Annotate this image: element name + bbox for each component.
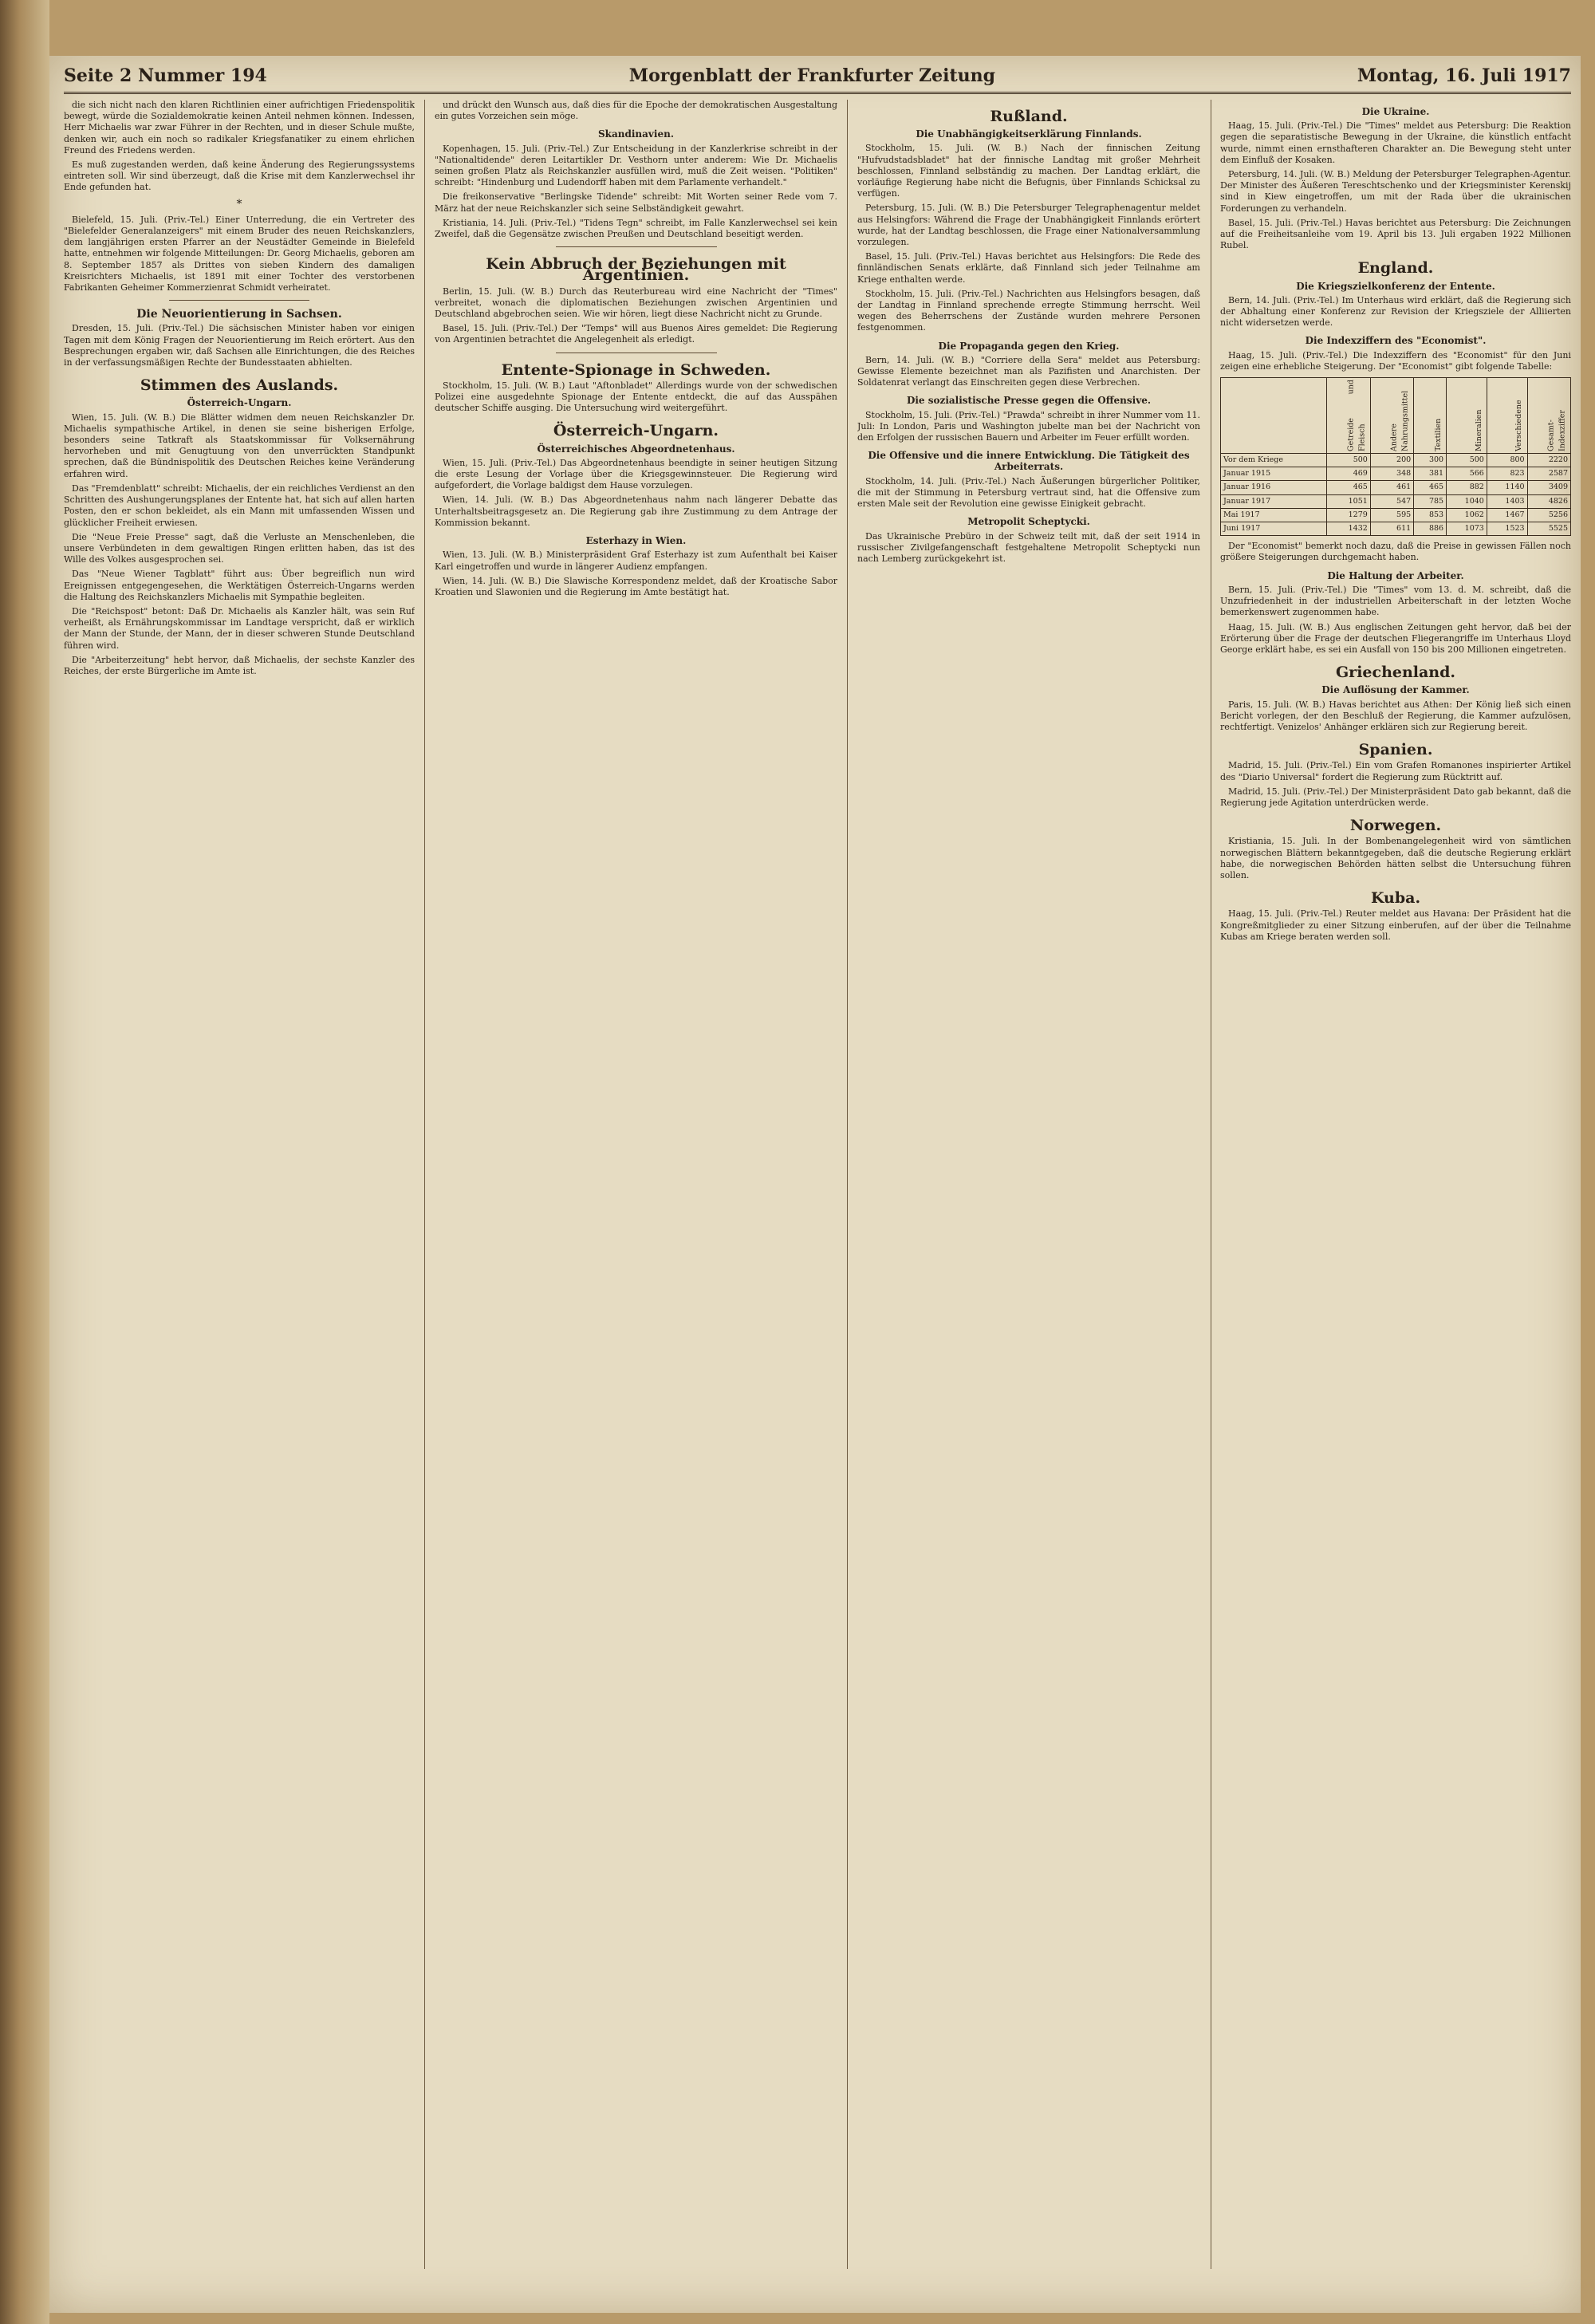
table-cell: Vor dem Kriege [1221, 454, 1327, 467]
article-paragraph: die sich nicht nach den klaren Richtlinien einer aufrichtigen Friedenspolitik bewegt, würde die Sozialdemokratie keinen Anteil nehmen können. Indessen, Herr Michaelis war zwar Führer in der Rechten, und in dieser Schule mußte, denken wir, auch ein noch so radikaler Kriegsfanatiker zu einem ehrlichen Freund des Friedens werden. [64, 100, 415, 156]
article-paragraph: Es muß zugestanden werden, daß keine Änderung des Regierungssystems eintreten soll. Wir sind überzeugt, daß die Krise mit dem Kanzlerwechsel ihr Ende gefunden hat. [64, 160, 415, 193]
article-paragraph: Petersburg, 14. Juli. (W. B.) Meldung der Petersburger Telegraphen-Agentur. Der Minister des Äußeren Tereschtschenko und der Kriegsminister Kerenskij sind in Kiew eingetroffen, um mit der Rada über die ukrainischen Forderungen zu verhandeln. [1220, 169, 1571, 214]
subsection-heading: Österreich-Ungarn. [187, 397, 292, 409]
table-cell: 348 [1370, 467, 1413, 481]
table-cell: 1523 [1487, 522, 1527, 536]
article-paragraph: Der "Economist" bemerkt noch dazu, daß die Preise in gewissen Fällen noch größere Steigerungen durchgemacht haben. [1220, 541, 1571, 563]
article-paragraph: Basel, 15. Juli. (Priv.-Tel.) Der "Temps" will aus Buenos Aires gemeldet: Die Regierung von Argentinien betrachtet die Angelegenheit als erledigt. [435, 323, 837, 345]
subsection-heading: Skandinavien. [598, 128, 674, 140]
table-cell: 1062 [1447, 508, 1487, 522]
table-cell: 611 [1370, 522, 1413, 536]
table-cell: 2220 [1527, 454, 1570, 467]
article-paragraph: Stockholm, 15. Juli. (W. B.) Nach der finnischen Zeitung "Hufvudstadsbladet" hat der finnische Landtag mit großer Mehrheit beschlossen, Finnland selbständig zu machen. Der Landtag erklärt, die vorläufige Regierung habe nicht die Befugnis, über Finnlands Schicksal zu verfügen. [857, 143, 1200, 199]
table-cell: 1279 [1327, 508, 1370, 522]
section-heading: Kein Abbruch der Beziehungen mit Argentinien. [486, 255, 786, 285]
article-paragraph: Bern, 14. Juli. (W. B.) "Corriere della Sera" meldet aus Petersburg: Gewisse Elemente bezeichnet man als Pazifisten und Anarchisten. Der Soldatenrat verlangt das Einschreiten gegen diese Verbrechen. [857, 354, 1200, 388]
table-cell: 1467 [1487, 508, 1527, 522]
article-paragraph: Wien, 13. Juli. (W. B.) Ministerpräsident Graf Esterhazy ist zum Aufenthalt bei Kaiser Karl eingetroffen und wurde in längerer Audienz empfangen. [435, 549, 837, 572]
table-cell: 465 [1327, 481, 1370, 494]
section-heading: Die Neuorientierung in Sachsen. [136, 308, 342, 321]
article-paragraph: Bern, 14. Juli. (Priv.-Tel.) Im Unterhaus wird erklärt, daß die Regierung sich der Abhaltung einer Konferenz zur Revision der Kriegsziele der Alliierten nicht widersetzen werde. [1220, 294, 1571, 329]
article-paragraph: Stockholm, 15. Juli. (Priv.-Tel.) "Prawda" schreibt in ihrer Nummer vom 11. Juli: In London, Paris und Washington jubelte man bei der Nachricht von den Erfolgen der russischen Bauern und Arbeiter im Feuer erfüllt worden. [857, 409, 1200, 443]
article-paragraph: Madrid, 15. Juli. (Priv.-Tel.) Ein vom Grafen Romanones inspirierter Artikel des "Diario Universal" fordert die Regierung zum Rücktritt auf. [1220, 760, 1571, 782]
article-paragraph: Die "Neue Freie Presse" sagt, daß die Verluste an Menschenleben, die unsere Verbündeten in dem gewaltigen Ringen erlitten haben, das ist des Wille des Volkes ausgesprochen sei. [64, 531, 415, 565]
table-cell: 1403 [1487, 494, 1527, 508]
subsection-heading: Die Propaganda gegen den Krieg. [938, 340, 1120, 352]
article-paragraph: Kristiania, 15. Juli. In der Bombenangelegenheit wird von sämtlichen norwegischen Blättern bekanntgegeben, daß die deutsche Regierung erklärt habe, die norwegischen Behörden hätten selbst die Untersuchung führen sollen. [1220, 836, 1571, 880]
subsection-heading: Die Kriegszielkonferenz der Entente. [1296, 280, 1495, 292]
article-paragraph: Kristiania, 14. Juli. (Priv.-Tel.) "Tidens Tegn" schreibt, im Falle Kanzlerwechsel sei kein Zweifel, daß die Gegensätze zwischen Preußen und Deutschland beseitigt werden. [435, 217, 837, 240]
section-heading: England. [1357, 259, 1434, 278]
column-3 [857, 100, 1200, 2269]
column-1 [64, 100, 415, 2269]
column-2 [435, 100, 837, 2269]
article-paragraph: Basel, 15. Juli. (Priv.-Tel.) Havas berichtet aus Helsingfors: Die Rede des finnländischen Senats erklärte, daß Finnland sich jeder Teilnahme am Kriege enthalten werde. [857, 251, 1200, 285]
article-paragraph: Haag, 15. Juli. (Priv.-Tel.) Die Indexziffern des "Economist" für den Juni zeigen eine erhebliche Steigerung. Der "Economist" gibt folgende Tabelle: [1220, 349, 1571, 372]
subsection-heading: Die Haltung der Arbeiter. [1327, 569, 1464, 581]
table-cell: 823 [1487, 467, 1527, 481]
table-cell: 800 [1487, 454, 1527, 467]
article-paragraph: und drückt den Wunsch aus, daß dies für die Epoche der demokratischen Ausgestaltung ein gutes Vorzeichen sein möge. [435, 100, 837, 122]
column-rule [424, 100, 425, 2269]
table-cell: Januar 1917 [1221, 494, 1327, 508]
table-cell: 5525 [1527, 522, 1570, 536]
table-cell: 200 [1370, 454, 1413, 467]
article-paragraph: Haag, 15. Juli. (Priv.-Tel.) Reuter meldet aus Havana: Der Präsident hat die Kongreßmitglieder zu einer Sitzung einberufen, auf der über die Teilnahme Kubas am Kriege beraten werden soll. [1220, 908, 1571, 942]
separator-asterisk: * [236, 197, 242, 211]
table-row [1221, 454, 1571, 467]
table-cell: 300 [1414, 454, 1447, 467]
section-heading: Spanien. [1358, 741, 1433, 759]
table-cell: Mai 1917 [1221, 508, 1327, 522]
table-cell: 5256 [1527, 508, 1570, 522]
table-row [1221, 481, 1571, 494]
table-cell: 566 [1447, 467, 1487, 481]
section-heading: Österreich-Ungarn. [553, 422, 719, 440]
table-header: Mineralien [1447, 378, 1487, 454]
subsection-heading: Die Unabhängigkeitserklärung Finnlands. [916, 128, 1142, 140]
table-cell: 465 [1414, 481, 1447, 494]
article-paragraph: Wien, 15. Juli. (Priv.-Tel.) Das Abgeordnetenhaus beendigte in seiner heutigen Sitzung die erste Lesung der Vorlage über die Kriegsgewinnsteuer. Die Regierung wird aufgefordert, die Vorlage baldigst dem Hause vorzulegen. [435, 457, 837, 491]
article-paragraph: Kopenhagen, 15. Juli. (Priv.-Tel.) Zur Entscheidung in der Kanzlerkrise schreibt in der "Nationaltidende" deren Leitartikler Dr. Vesthorn unter anderem: Wie Dr. Michaelis seinen großen Platz als Reichskanzler ausfüllen wird, muß die Zeit weisen. "Politiken" schreibt: "Hindenburg und Ludendorff haben mit dem Parlamente verhandelt." [435, 143, 837, 188]
table-cell: 500 [1447, 454, 1487, 467]
table-header: Andere Nahrungsmittel [1370, 378, 1413, 454]
subsection-heading: Die Ukraine. [1361, 106, 1430, 117]
table-cell: 886 [1414, 522, 1447, 536]
table-cell: 1432 [1327, 522, 1370, 536]
table-cell: 2587 [1527, 467, 1570, 481]
article-paragraph: Basel, 15. Juli. (Priv.-Tel.) Havas berichtet aus Petersburg: Die Zeichnungen auf die Freiheitsanleihe vom 19. April bis 13. Juli ergaben 1922 Millionen Rubel. [1220, 217, 1571, 251]
table-cell: 595 [1370, 508, 1413, 522]
table-cell: Juni 1917 [1221, 522, 1327, 536]
section-divider [169, 300, 309, 301]
article-paragraph: Bielefeld, 15. Juli. (Priv.-Tel.) Einer Unterredung, die ein Vertreter des "Bielefelder Generalanzeigers" mit einem Bruder des neuen Reichskanzlers, dem langjährigen ersten Pfarrer an der Neustädter Gemeinde in Bielefeld hatte, entnehmen wir folgende Mitteilungen: Dr. Georg Michaelis, geboren am 8. September 1857 als Drittes von sieben Kindern des damaligen Kreisrichters Michaelis, ist 1891 mit einer Tochter des verstorbenen Fabrikanten Geheimer Kommerzienrat Schmidt verheiratet. [64, 214, 415, 293]
table-cell: 785 [1414, 494, 1447, 508]
article-paragraph: Berlin, 15. Juli. (W. B.) Durch das Reuterbureau wird eine Nachricht der "Times" verbreitet, wonach die diplomatischen Beziehungen zwischen Argentinien und Deutschland abgebrochen seien. Wie wir hören, liegt diese Nachricht nicht zu Grunde. [435, 286, 837, 320]
article-paragraph: Wien, 14. Juli. (W. B.) Das Abgeordnetenhaus nahm nach längerer Debatte das Unterhaltsbeitragsgesetz an. Die Regierung gab ihre Zustimmung zu dem Antrage der Kommission bekannt. [435, 494, 837, 528]
section-heading: Kuba. [1370, 889, 1421, 908]
table-header: Getreide und Fleisch [1327, 378, 1370, 454]
table-row [1221, 494, 1571, 508]
subsection-heading: Metropolit Scheptycki. [967, 516, 1090, 528]
article-paragraph: Die "Arbeiterzeitung" hebt hervor, daß Michaelis, der sechste Kanzler des Reiches, der erste Bürgerliche im Amte ist. [64, 654, 415, 676]
article-paragraph: Petersburg, 15. Juli. (W. B.) Die Petersburger Telegraphenagentur meldet aus Helsingfors: Während die Frage der Unabhängigkeit Finnlands erörtert wurde, hat der Landtag beschlossen, die Frage einer Nationalversammlung vorzulegen. [857, 203, 1200, 248]
table-cell: 882 [1447, 481, 1487, 494]
article-paragraph: Wien, 15. Juli. (W. B.) Die Blätter widmen dem neuen Reichskanzler Dr. Michaelis sympathische Artikel, in denen sie seine bisherigen Erfolge, besonders seine Tatkraft als Staatskommissar für Volksernährung hervorheben und mit Genugtuung von den unverrückten Standpunkt sprechen, daß die Bündnispolitik des Deutschen Reiches keine Veränderung erfahren wird. [64, 412, 415, 479]
table-cell: Januar 1916 [1221, 481, 1327, 494]
table-row [1221, 522, 1571, 536]
article-paragraph: Bern, 15. Juli. (Priv.-Tel.) Die "Times" vom 13. d. M. schreibt, daß die Unzufriedenheit in der industriellen Arbeiterschaft in der letzten Woche bemerkenswert zugenommen habe. [1220, 584, 1571, 618]
article-paragraph: Stockholm, 15. Juli. (Priv.-Tel.) Nachrichten aus Helsingfors besagen, daß der Landtag in Finnland sprechende erregte Stimmung herrscht. Weil wegen des Beherrschens der Zustände wurden mehrere Personen festgenommen. [857, 288, 1200, 333]
table-cell: 1051 [1327, 494, 1370, 508]
article-paragraph: Paris, 15. Juli. (W. B.) Havas berichtet aus Athen: Der König ließ sich einen Bericht vorlegen, der den Beschluß der Regierung, die Kammer aufzulösen, rechtfertigt. Venizelos' Anhänger erklären sich zur Regierung bereit. [1220, 699, 1571, 732]
subsection-heading: Die sozialistische Presse gegen die Offensive. [906, 395, 1152, 407]
book-spine [0, 0, 49, 2324]
article-paragraph: Madrid, 15. Juli. (Priv.-Tel.) Der Ministerpräsident Dato gab bekannt, daß die Regierung jede Agitation unterdrücken werde. [1220, 786, 1571, 808]
table-cell: 1040 [1447, 494, 1487, 508]
table-header: Gesamt-Indexziffer [1527, 378, 1570, 454]
section-heading: Rußland. [990, 108, 1068, 125]
article-paragraph: Stockholm, 15. Juli. (W. B.) Laut "Aftonbladet" Allerdings wurde von der schwedischen Polizei eine ausgedehnte Spionage der Entente entdeckt, die auf das Ausspähen deutscher Schiffe ausging. Die Untersuchung wird weitergeführt. [435, 380, 837, 414]
subsection-heading: Die Indexziffern des "Economist". [1305, 335, 1487, 347]
table-header: Verschiedene [1487, 378, 1527, 454]
header-page-number: Seite 2 Nummer 194 [64, 65, 267, 86]
article-paragraph: Das "Neue Wiener Tagblatt" führt aus: Über begreiflich nun wird Ereignissen entgegengesehen, die Werktätigen Österreich-Ungarns werden die Haltung des Reichskanzlers Michaelis mit Sympathie begleiten. [64, 569, 415, 602]
header-date: Montag, 16. Juli 1917 [1357, 65, 1571, 86]
article-paragraph: Die "Reichspost" betont: Daß Dr. Michaelis als Kanzler hält, was sein Ruf verheißt, als Ernährungskommissar im Landtage verspricht, daß er wirklich der Mann der Stunde, der Mann, der in dieser schweren Stunde Deutschland führen wird. [64, 605, 415, 651]
subsection-heading: Esterhazy in Wien. [585, 535, 687, 547]
section-heading: Griechenland. [1335, 664, 1456, 682]
article-paragraph: Die freikonservative "Berlingske Tidende" schreibt: Mit Worten seiner Rede vom 7. März hat der neue Reichskanzler sich seine Selbständigkeit gewahrt. [435, 191, 837, 214]
economist-index-table [1220, 377, 1571, 536]
table-cell: 469 [1327, 467, 1370, 481]
table-cell: 3409 [1527, 481, 1570, 494]
section-divider [556, 246, 717, 247]
table-cell: 853 [1414, 508, 1447, 522]
section-heading: Stimmen des Auslands. [140, 376, 339, 395]
table-cell: 1073 [1447, 522, 1487, 536]
article-paragraph: Das "Fremdenblatt" schreibt: Michaelis, der ein reichliches Verdienst an den Schritten des Aushungerungsplanes der Entente hat, hat sich auf allen harten Posten, den er schon bekleidet, als ein Mann mit umfassenden Wissen und glücklicher Freiheit erwiesen. [64, 483, 415, 528]
article-paragraph: Das Ukrainische Prebüro in der Schweiz teilt mit, daß der seit 1914 in russischer Zivilgefangenschaft festgehaltene Metropolit Scheptycki nun nach Lemberg zurückgekehrt ist. [857, 530, 1200, 564]
section-heading: Entente-Spionage in Schweden. [501, 360, 771, 379]
article-paragraph: Haag, 15. Juli. (Priv.-Tel.) Die "Times" meldet aus Petersburg: Die Reaktion gegen die separatistische Bewegung in der Ukraine, die künstlich entfacht wurde, nimmt einen ernsthafteren Charakter an. Die Bewegung steht unter dem Einfluß der Kosaken. [1220, 120, 1571, 165]
table-cell: 500 [1327, 454, 1370, 467]
article-paragraph: Dresden, 15. Juli. (Priv.-Tel.) Die sächsischen Minister haben vor einigen Tagen mit dem König Fragen der Neuorientierung im Reich erörtert. Aus den Besprechungen ergaben wir, daß Sachsen alle Einrichtungen, die des Reiches in der verfassungsmäßigen Rechte der Bundesstaaten abhielten. [64, 323, 415, 368]
subsection-heading: Die Auflösung der Kammer. [1321, 684, 1470, 696]
article-paragraph: Wien, 14. Juli. (W. B.) Die Slawische Korrespondenz meldet, daß der Kroatische Sabor Kroatien und Slawonien und die Regierung im Amte bestätigt hat. [435, 575, 837, 597]
header-masthead: Morgenblatt der Frankfurter Zeitung [628, 65, 996, 86]
table-cell: Januar 1915 [1221, 467, 1327, 481]
subsection-heading: Österreichisches Abgeordnetenhaus. [537, 443, 735, 455]
page-header [64, 60, 1571, 94]
section-heading: Norwegen. [1349, 817, 1442, 835]
article-paragraph: Haag, 15. Juli. (W. B.) Aus englischen Zeitungen geht hervor, daß bei der Erörterung über die Frage der deutschen Fliegerangriffe im Unterhaus Lloyd George erklärt habe, es sei ein Ausfall von 150 bis 200 Millionen eingetreten. [1220, 621, 1571, 655]
column-rule [847, 100, 848, 2269]
article-paragraph: Stockholm, 14. Juli. (Priv.-Tel.) Nach Äußerungen bürgerlicher Politiker, die mit der Stimmung in Petersburg vertraut sind, hat die Offensive zum ersten Male seit der Revolution eine gewisse Einigkeit gebracht. [857, 475, 1200, 510]
table-cell: 4826 [1527, 494, 1570, 508]
table-cell: 1140 [1487, 481, 1527, 494]
table-header: Textilien [1414, 378, 1447, 454]
column-4 [1220, 100, 1571, 2269]
table-cell: 381 [1414, 467, 1447, 481]
table-cell: 461 [1370, 481, 1413, 494]
table-row [1221, 467, 1571, 481]
table-row [1221, 508, 1571, 522]
table-header [1221, 378, 1327, 454]
table-cell: 547 [1370, 494, 1413, 508]
subsection-heading: Die Offensive und die innere Entwicklung. Die Tätigkeit des Arbeiterrats. [868, 450, 1190, 473]
